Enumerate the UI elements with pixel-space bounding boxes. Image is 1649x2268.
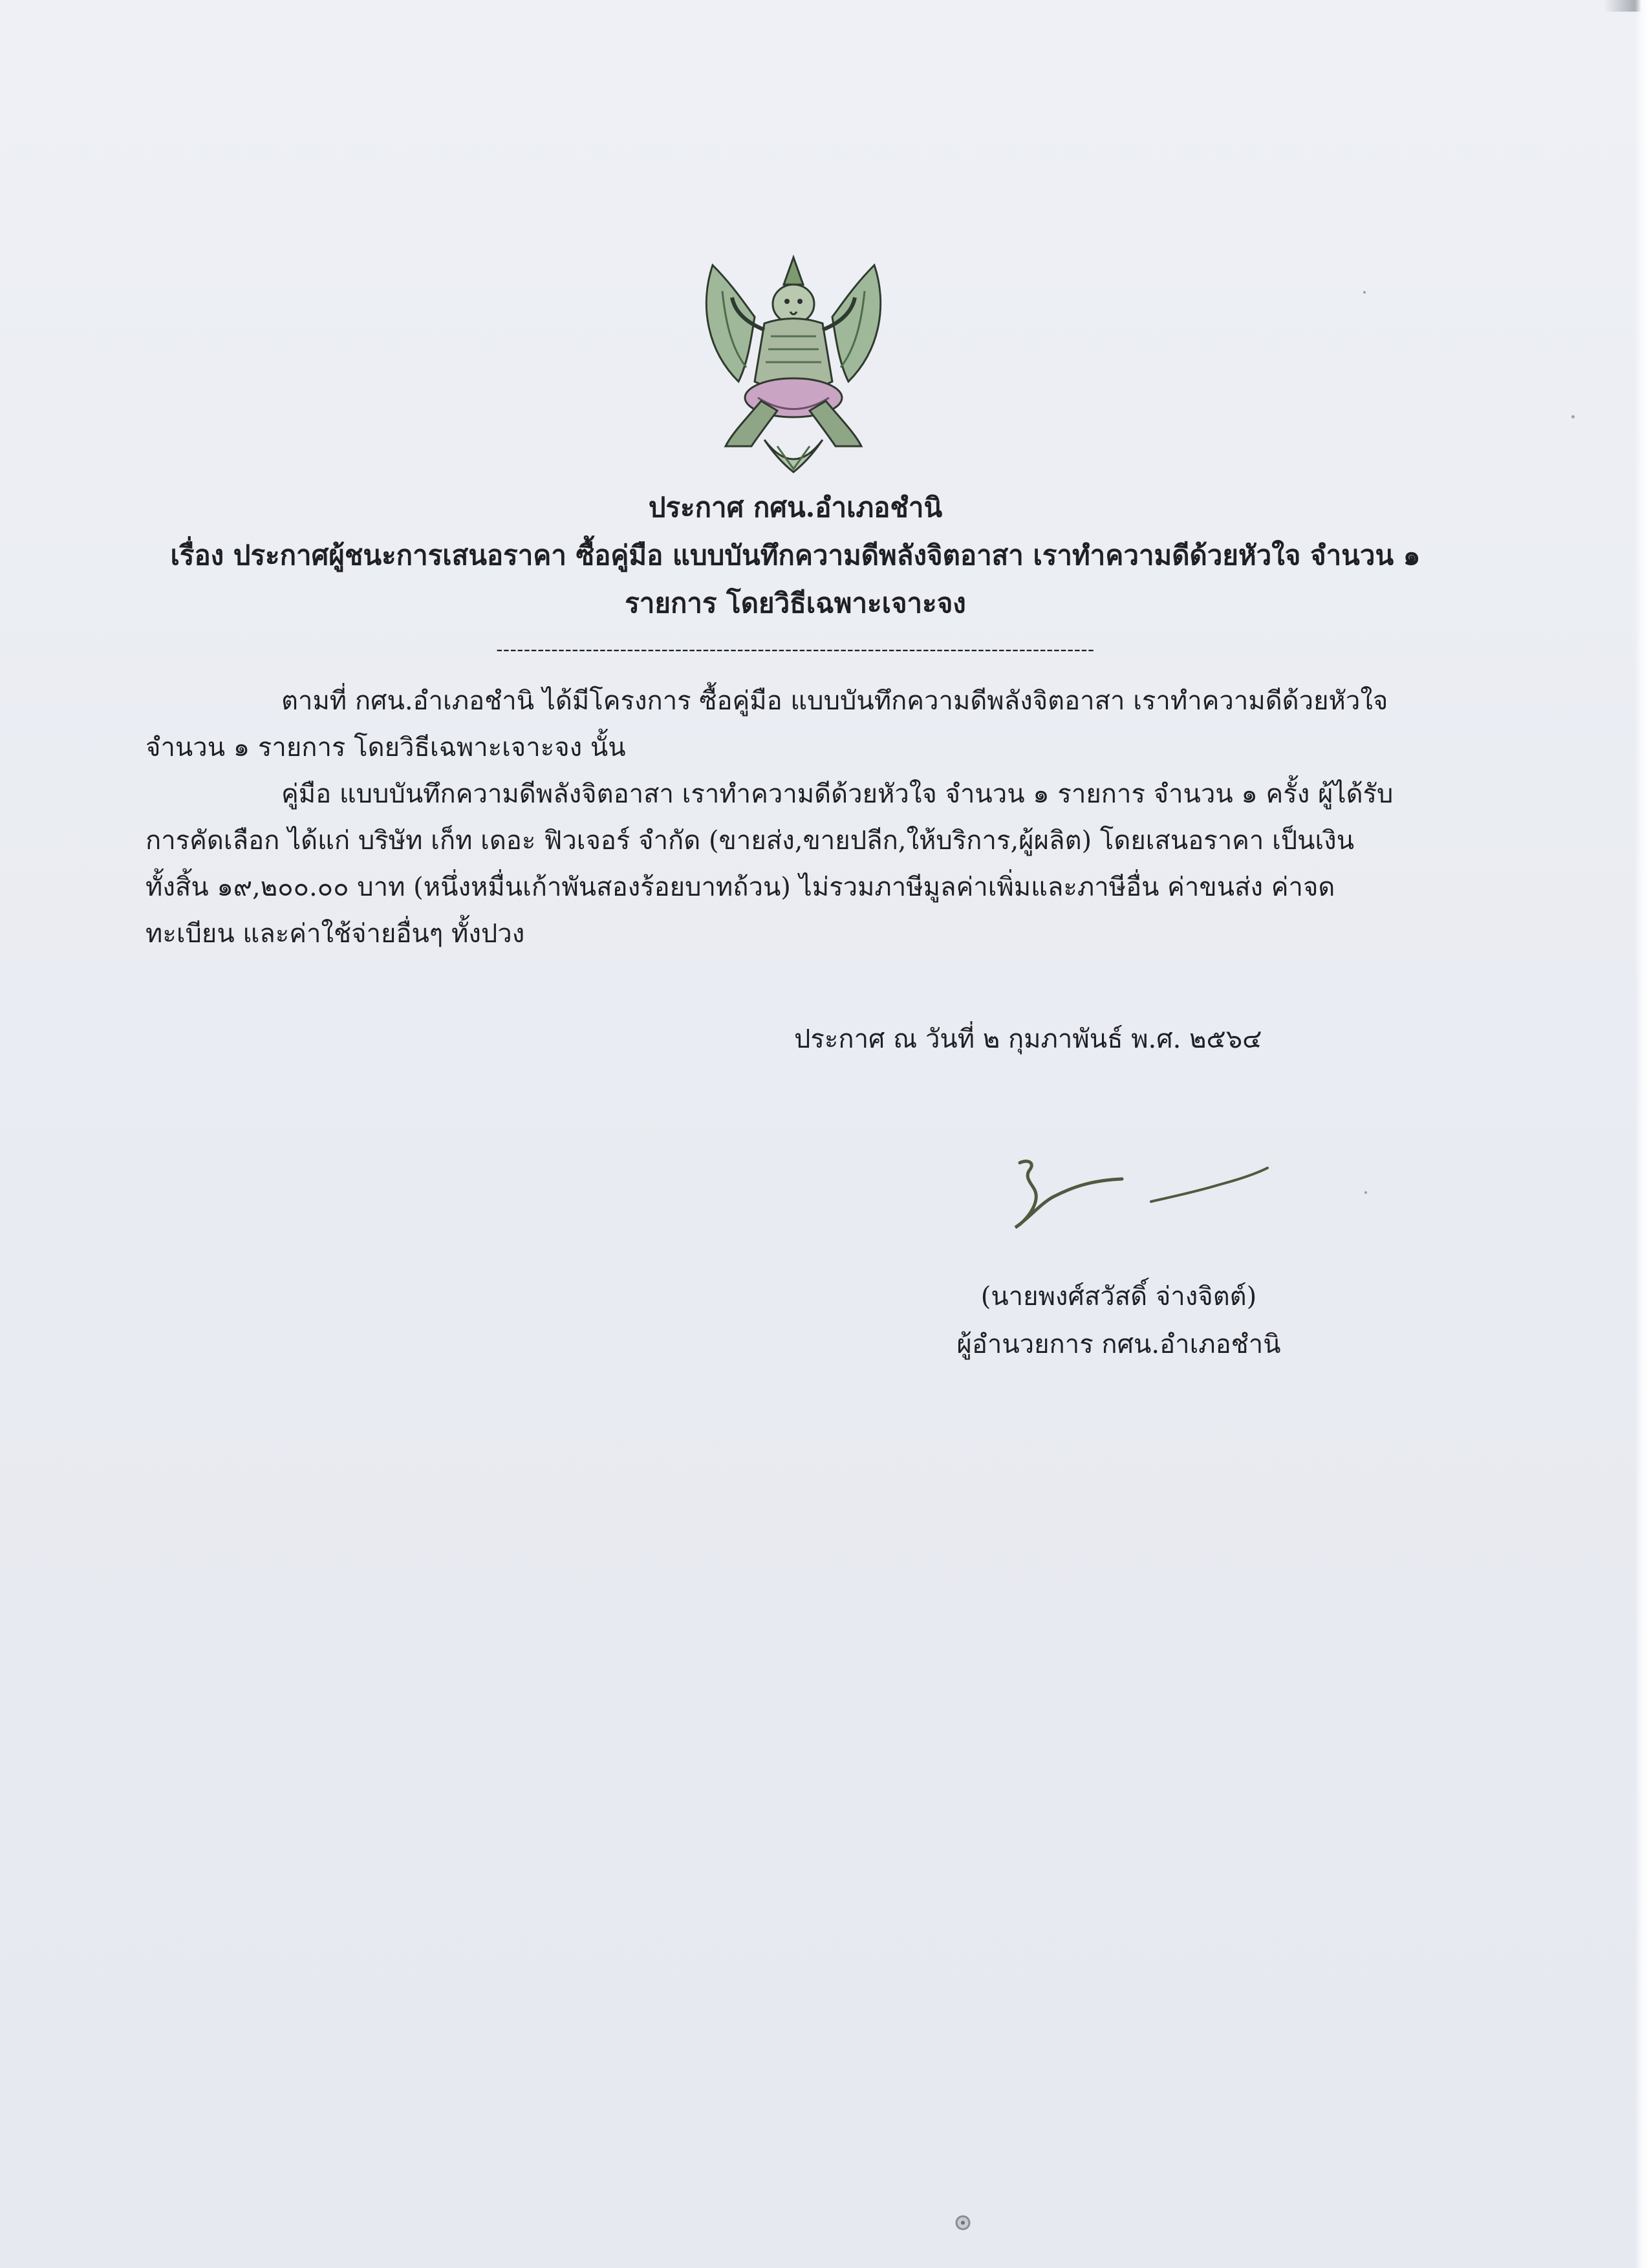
announcement-title: ประกาศ กศน.อำเภอชำนิ [648, 491, 943, 523]
signer-block [918, 1273, 1319, 1368]
announcement-date: ประกาศ ณ วันที่ ๒ กุมภาพันธ์ พ.ศ. ๒๕๖๔ [794, 1024, 1262, 1054]
handwritten-signature-icon [1006, 1151, 1277, 1242]
paragraph-2-line-2: การคัดเลือก ได้แก่ บริษัท เก็ท เดอะ ฟิวเจอร์ จำกัด (ขายส่ง,ขายปลีก,ให้บริการ,ผู้ผลิต) โดยเสนอราคา เป็นเงิน [146, 826, 1355, 856]
paragraph-2-line-3: ทั้งสิ้น ๑๙,๒๐๐.๐๐ บาท (หนึ่งหมื่นเก้าพันสองร้อยบาทถ้วน) ไม่รวมภาษีมูลค่าเพิ่มและภาษีอื่น ค่าขนส่ง ค่าจด [146, 872, 1335, 902]
signer-position: ผู้อำนวยการ กศน.อำเภอชำนิ [956, 1330, 1281, 1359]
announcement-body [146, 678, 1452, 957]
scan-mark-icon [952, 2212, 974, 2234]
announcement-subject: เรื่อง ประกาศผู้ชนะการเสนอราคา ซื้อคู่มือ แบบบันทึกความดีพลังจิตอาสา เราทำความดีด้วยหัวใจ จำนวน ๑ [170, 539, 1421, 571]
scan-speck [1571, 415, 1575, 418]
scan-speck [1364, 1191, 1367, 1194]
scan-right-edge [1635, 0, 1649, 2268]
paragraph-1-line-2: จำนวน ๑ รายการ โดยวิธีเฉพาะเจาะจง นั้น [146, 733, 626, 762]
announcement-subject-continued: รายการ โดยวิธีเฉพาะเจาะจง [625, 587, 966, 619]
paragraph-2-line-1: คู่มือ แบบบันทึกความดีพลังจิตอาสา เราทำความดีด้วยหัวใจ จำนวน ๑ รายการ จำนวน ๑ ครั้ง ผู้ได้รับ [281, 779, 1394, 809]
paragraph-2-line-4: ทะเบียน และค่าใช้จ่ายอื่นๆ ทั้งปวง [146, 919, 525, 949]
dashed-separator: --------------------------------------------------------------------------------------- [496, 638, 1095, 661]
paragraph-1-line-1: ตามที่ กศน.อำเภอชำนิ ได้มีโครงการ ซื้อคู่มือ แบบบันทึกความดีพลังจิตอาสา เราทำความดีด้วยหัวใจ [281, 686, 1388, 716]
signer-name: (นายพงศ์สวัสดิ์ จ่างจิตต์) [980, 1282, 1257, 1312]
garuda-emblem-icon [687, 252, 900, 485]
announcement-header [116, 484, 1474, 627]
scan-speck [1363, 291, 1366, 294]
